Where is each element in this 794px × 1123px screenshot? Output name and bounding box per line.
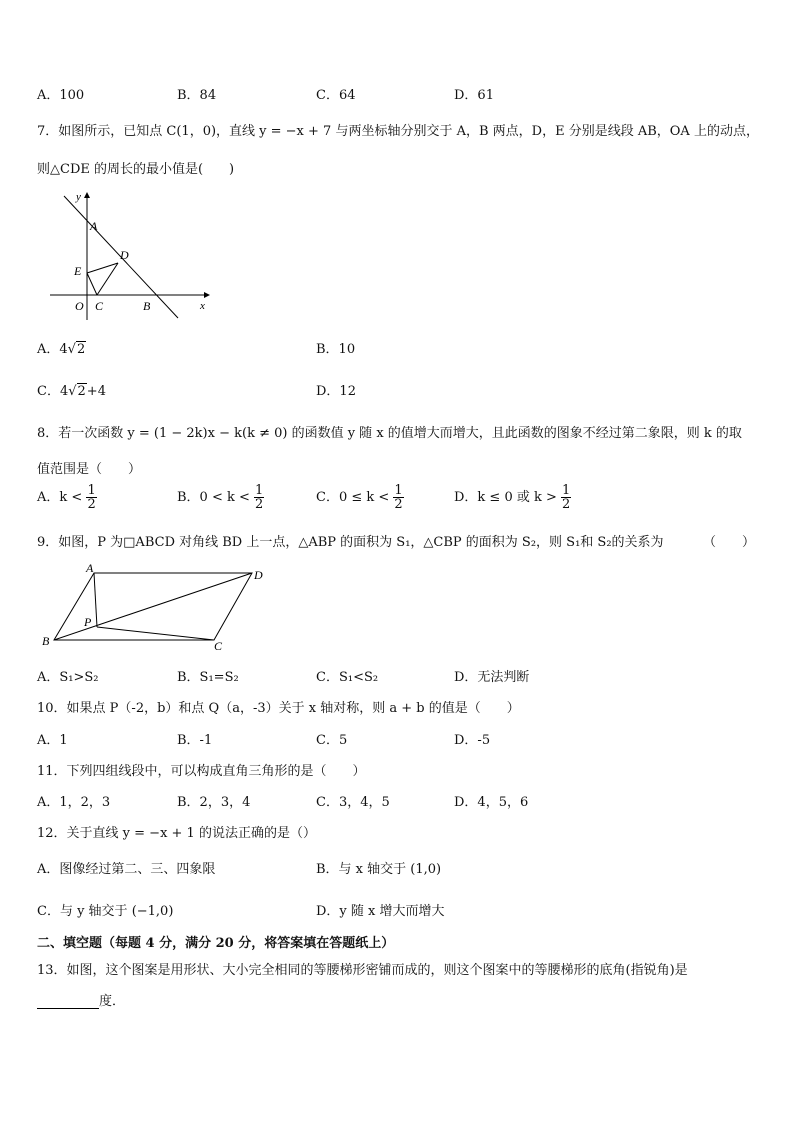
q8-option-a-frac-den: 2 (87, 497, 96, 512)
q7-option-c-sqrt-sign: √ (68, 384, 77, 399)
q7-option-d: D．12 (316, 384, 356, 399)
q8-option-b-frac-den: 2 (255, 497, 264, 512)
q8-stem-line-1: 8．若一次函数 y = (1 − 2k)x − k(k ≠ 0) 的函数值 y 随 x 的值增大而增大，且此函数的图象不经过第二象限，则 k 的取 (37, 426, 742, 441)
q9-figure (36, 560, 276, 652)
q9-label-a: A (86, 561, 94, 575)
q9-stem: 9．如图，P 为□ABCD 对角线 BD 上一点，△ABP 的面积为 S₁，△CBP 的面积为 S₂，则 S₁和 S₂的关系为 (37, 535, 664, 550)
section-2-heading: 二、填空题（每题 4 分，满分 20 分，将答案填在答题纸上） (37, 936, 395, 951)
q10-option-d: D．-5 (454, 733, 491, 748)
q8-option-d-frac-num: 1 (562, 483, 571, 498)
q9-answer-paren: （ ） (703, 535, 756, 550)
q7-y-arrow (84, 192, 90, 198)
q7-segment-ec (87, 273, 97, 295)
q9-option-a: A．S₁>S₂ (37, 670, 99, 685)
q12-stem: 12．关于直线 y = −x + 1 的说法正确的是（） (37, 826, 316, 841)
q8-option-d-fraction (561, 484, 571, 511)
q7-label-d: D (120, 248, 129, 262)
q7-label-b: B (143, 299, 151, 313)
q8-option-d-prefix: D．k ≤ 0 或 k > (454, 490, 557, 505)
q13-answer-blank[interactable] (37, 996, 99, 1009)
q12-option-d: D．y 随 x 增大而增大 (316, 904, 445, 919)
q8-option-c-fraction (393, 484, 403, 511)
q9-segment-ap (94, 573, 97, 627)
q11-option-a: A．1，2，3 (37, 795, 111, 810)
q7-option-c-suffix: +4 (86, 384, 106, 399)
q7-option-a-sqrt-sign: √ (67, 342, 76, 357)
q8-option-a (37, 484, 97, 511)
q9-label-b: B (42, 634, 50, 648)
q9-diagonal-bd (54, 573, 252, 640)
q8-option-a-prefix: A．k < (37, 490, 83, 505)
q8-stem-line-2: 值范围是（ ） (37, 462, 142, 477)
q10-option-a: A．1 (37, 733, 68, 748)
q11-option-c: C．3，4，5 (316, 795, 390, 810)
q9-label-c: C (214, 639, 223, 652)
q8-option-c-frac-num: 1 (394, 483, 403, 498)
q8-option-b-fraction (254, 484, 264, 511)
q11-option-b: B．2，3，4 (177, 795, 251, 810)
q6-option-c: C．64 (316, 88, 356, 103)
q7-label-y: y (76, 191, 81, 203)
q7-option-a (37, 338, 86, 357)
q6-option-d: D．61 (454, 88, 494, 103)
q13-stem: 13．如图，这个图案是用形状、大小完全相同的等腰梯形密铺而成的，则这个图案中的等腰梯形的底角(指锐角)是 (37, 963, 688, 978)
q9-option-d: D．无法判断 (454, 670, 530, 685)
q11-option-d: D．4，5，6 (454, 795, 529, 810)
q7-segment-cd (97, 263, 118, 295)
q7-label-a: A (90, 219, 98, 233)
q8-option-a-fraction (86, 484, 96, 511)
q8-option-c (316, 484, 404, 511)
q8-option-d (454, 484, 571, 511)
q7-label-x: x (200, 300, 205, 312)
q13-tail: 度． (99, 994, 126, 1009)
q7-stem-line-2: 则△CDE 的周长的最小值是( ) (37, 162, 235, 177)
q8-option-c-prefix: C．0 ≤ k < (316, 490, 390, 505)
q8-option-b-frac-num: 1 (255, 483, 264, 498)
q10-option-b: B．-1 (177, 733, 213, 748)
q6-option-b: B．84 (177, 88, 217, 103)
q7-label-c: C (95, 299, 104, 313)
q13-answer-line (37, 990, 125, 1009)
q8-option-d-frac-den: 2 (562, 497, 571, 512)
q12-option-c: C．与 y 轴交于 (−1,0) (37, 904, 174, 919)
q8-option-a-frac-num: 1 (87, 483, 96, 498)
q10-option-c: C．5 (316, 733, 348, 748)
q10-stem: 10．如果点 P（-2，b）和点 Q（a，-3）关于 x 轴对称，则 a + b 的值是（ ） (37, 701, 520, 716)
q7-option-c-radicand: 2 (77, 384, 86, 399)
q9-option-b: B．S₁=S₂ (177, 670, 239, 685)
q7-segment-ed (87, 263, 118, 273)
q9-label-d: D (254, 568, 263, 582)
q12-option-b: B．与 x 轴交于 (1,0) (316, 862, 442, 877)
q9-segment-pc (97, 627, 214, 640)
q7-option-c-prefix: C．4 (37, 384, 69, 399)
q9-option-c: C．S₁<S₂ (316, 670, 379, 685)
q12-option-a: A．图像经过第二、三、四象限 (37, 862, 216, 877)
q7-option-a-radicand: 2 (76, 342, 86, 357)
q7-figure (44, 186, 214, 326)
q7-option-b: B．10 (316, 342, 356, 357)
q8-option-b (177, 484, 264, 511)
q7-option-a-prefix: A．4 (37, 342, 68, 357)
q7-label-e: E (74, 264, 82, 278)
q7-stem-line-1: 7．如图所示，已知点 C(1，0)，直线 y = −x + 7 与两坐标轴分别交于 A，B 两点，D，E 分别是线段 AB，OA 上的动点， (37, 124, 759, 139)
q7-x-arrow (204, 292, 210, 298)
q8-option-b-prefix: B．0 < k < (177, 490, 250, 505)
q7-label-o: O (75, 299, 84, 313)
q6-option-a: A．100 (37, 88, 85, 103)
q7-option-c (37, 380, 106, 399)
q9-label-p: P (84, 615, 92, 629)
q8-option-c-frac-den: 2 (394, 497, 403, 512)
q11-stem: 11．下列四组线段中，可以构成直角三角形的是（ ） (37, 764, 366, 779)
